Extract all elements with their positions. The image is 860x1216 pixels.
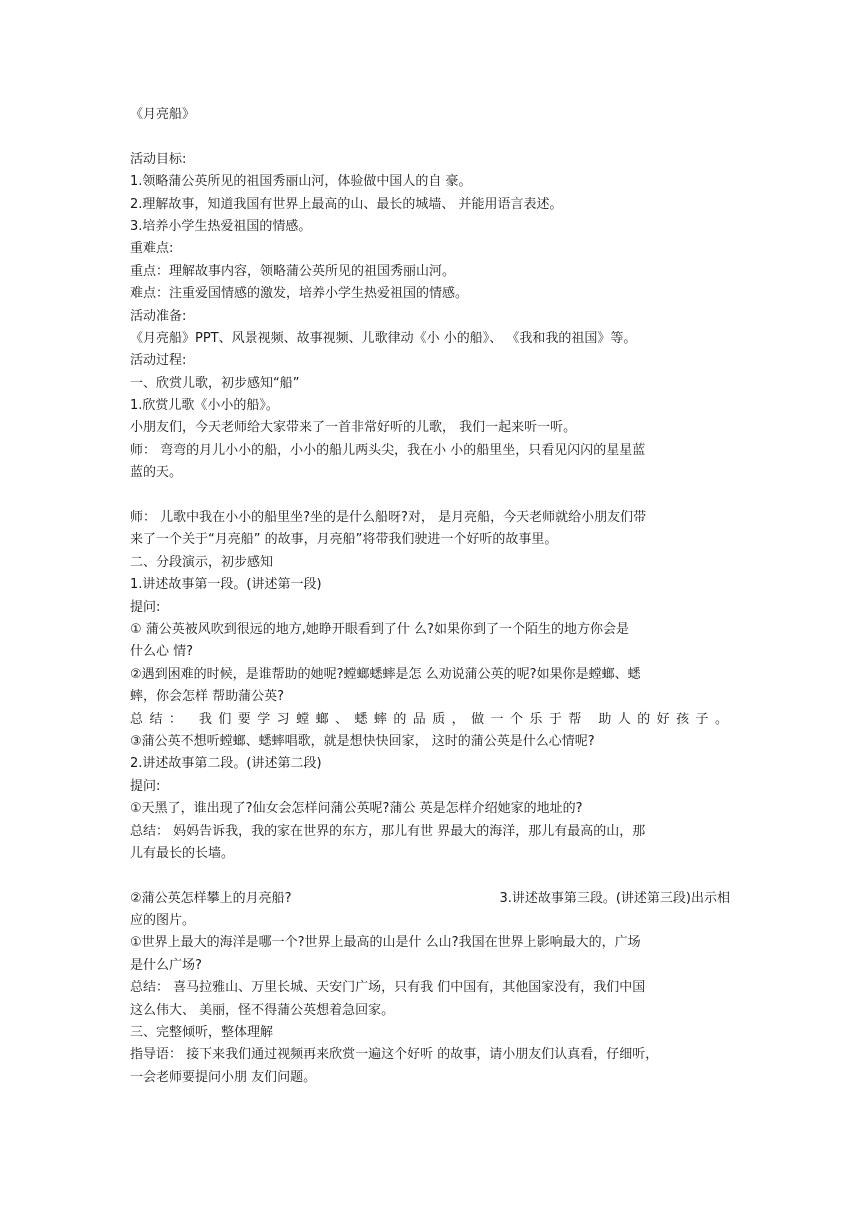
- split-line: [130, 888, 730, 910]
- section-heading: 三、完整倾听，整体理解: [130, 1025, 274, 1041]
- paragraph-line: 师： 儿歌中我在小小的船里坐?坐的是什么船呀?对， 是月亮船，今天老师就给小朋友们带: [130, 510, 647, 526]
- goal-item: 1.领略蒲公英所见的祖国秀丽山河，体验做中国人的自 豪。: [130, 174, 472, 190]
- paragraph-line: 应的图片。: [130, 913, 196, 929]
- key-point: 重点：理解故事内容，领略蒲公英所见的祖国秀丽山河。: [130, 263, 456, 279]
- question-line: ① 蒲公英被风吹到很远的地方,她睁开眼看到了什 么?如果你到了一个陌生的地方你会是: [130, 621, 629, 637]
- section-heading: 二、分段演示，初步感知: [130, 554, 274, 570]
- question-line: 蟀，你会怎样 帮助蒲公英?: [130, 689, 285, 705]
- paragraph-line: 蓝的天。: [130, 465, 183, 481]
- section-item: 2.讲述故事第二段。(讲述第二段): [130, 756, 322, 772]
- section-item: 1.欣赏儿歌《小小的船》。: [130, 398, 279, 414]
- question-line: ①天黑了，谁出现了?仙女会怎样问蒲公英呢?蒲公 英是怎样介绍她家的地址的?: [130, 801, 583, 817]
- goals-heading: 活动目标:: [130, 151, 187, 167]
- question-line: 什么心 情?: [130, 644, 194, 660]
- preparation-text: 《月亮船》PPT、风景视频、故事视频、儿歌律动《小 小的船》、 《我和我的祖国》等。: [130, 330, 637, 346]
- blank-line: [130, 126, 730, 148]
- paragraph-line: 师： 弯弯的月儿小小的船，小小的船儿两头尖，我在小 小的船里坐，只看见闪闪的星星蓝: [130, 442, 646, 458]
- question-line: ③蒲公英不想听螳螂、蟋蟀唱歌，就是想快快回家， 这时的蒲公英是什么心情呢?: [130, 733, 595, 749]
- goal-item: 3.培养小学生热爱祖国的情感。: [130, 218, 312, 234]
- question-line: ②遇到困难的时候，是谁帮助的她呢?螳螂蟋蟀是怎 么劝说蒲公英的呢?如果你是螳螂、蟋: [130, 666, 641, 682]
- blank-line: [130, 485, 730, 507]
- document-title: 《月亮船》: [130, 107, 196, 122]
- question-label: 提问:: [130, 599, 161, 615]
- key-points-heading: 重难点:: [130, 241, 174, 257]
- preparation-heading: 活动准备:: [130, 308, 187, 324]
- section-item: 3.讲述故事第三段。(讲述第三段)出示相: [499, 890, 730, 906]
- summary-line: 儿有最长的长墙。: [130, 845, 235, 861]
- summary-line: 总结： 喜马拉雅山、万里长城、天安门广场，只有我 们中国有，其他国家没有，我们中国: [130, 980, 646, 996]
- process-heading: 活动过程:: [130, 353, 187, 369]
- question-line: 是什么广场?: [130, 957, 202, 973]
- section-heading: 一、欣赏儿歌，初步感知“船”: [130, 375, 300, 391]
- difficult-point: 难点：注重爱国情感的激发，培养小学生热爱祖国的情感。: [130, 286, 469, 302]
- question-line: ①世界上最大的海洋是哪一个?世界上最高的山是什 么山?我国在世界上影响最大的，广场: [130, 935, 641, 951]
- guide-line: 一会老师要提问小朋 友们问题。: [130, 1069, 317, 1085]
- summary-line: 总结： 妈妈告诉我，我的家在世界的东方，那儿有世 界最大的海洋，那儿有最高的山，那: [130, 823, 646, 839]
- guide-line: 指导语： 接下来我们通过视频再来欣赏一遍这个好听 的故事，请小朋友们认真看，仔细听，: [130, 1047, 659, 1063]
- document-body: [130, 104, 730, 1089]
- question-text: ②蒲公英怎样攀上的月亮船?: [130, 890, 292, 906]
- question-label: 提问:: [130, 778, 161, 794]
- section-item: 1.讲述故事第一段。(讲述第一段): [130, 577, 322, 593]
- blank-line: [130, 865, 730, 887]
- paragraph-line: 来了一个关于“月亮船” 的故事，月亮船”将带我们驶进一个好听的故事里。: [130, 532, 558, 548]
- goal-item: 2.理解故事，知道我国有世界上最高的山、最长的城墙、 并能用语言表述。: [130, 196, 563, 212]
- paragraph-line: 小朋友们，今天老师给大家带来了一首非常好听的儿歌， 我们一起来听一听。: [130, 420, 577, 436]
- summary-line: 总结： 我们要学习螳螂、蟋蟀的品质，做一个乐于帮 助人的好孩子。: [130, 711, 730, 727]
- summary-line: 这么伟大、 美丽，怪不得蒲公英想着急回家。: [130, 1002, 395, 1018]
